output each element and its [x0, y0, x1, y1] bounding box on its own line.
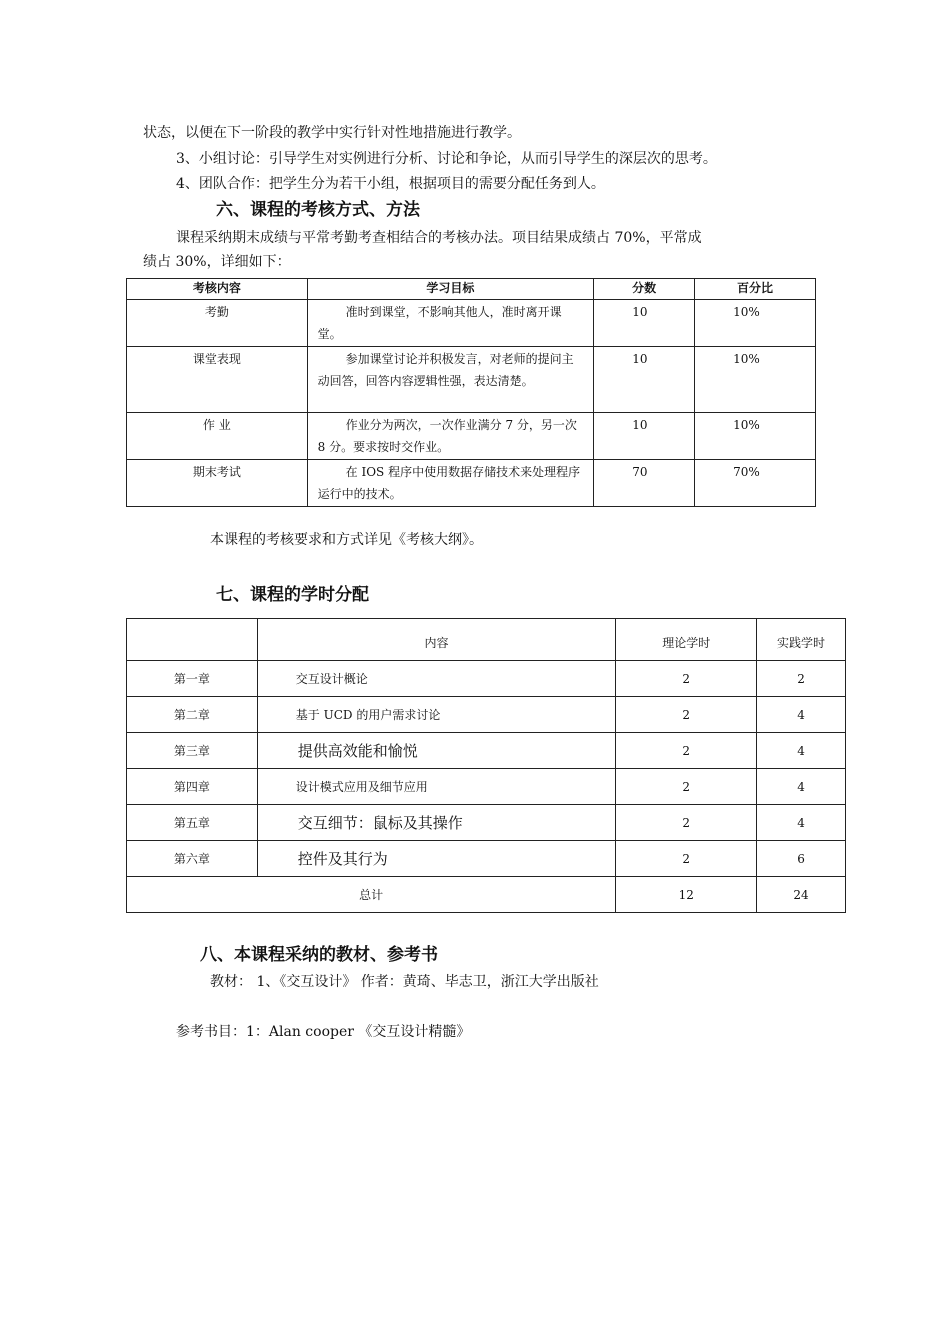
table-row: [127, 733, 846, 769]
cell-theory: 2: [616, 841, 757, 877]
cell-practice: 6: [757, 841, 846, 877]
cell-practice: 4: [757, 769, 846, 805]
assessment-table: [126, 278, 816, 507]
header-theory-hours: 理论学时: [616, 619, 757, 661]
cell-item: 作 业: [127, 413, 308, 460]
table-row: [127, 413, 816, 460]
cell-score: 70: [594, 460, 695, 507]
cell-chapter: 第一章: [127, 661, 258, 697]
cell-content: 基于 UCD 的用户需求讨论: [257, 697, 616, 733]
cell-chapter: 第四章: [127, 769, 258, 805]
cell-theory: 2: [616, 697, 757, 733]
cell-chapter: 第三章: [127, 733, 258, 769]
table-row: [127, 661, 846, 697]
cell-percent: 70%: [695, 460, 816, 507]
cell-goal: 作业分为两次，一次作业满分 7 分，另一次 8 分。要求按时交作业。: [307, 413, 594, 460]
cell-theory: 2: [616, 805, 757, 841]
cell-content: 控件及其行为: [257, 841, 616, 877]
cell-goal: 在 IOS 程序中使用数据存储技术来处理程序运行中的技术。: [307, 460, 594, 507]
paragraph-team-work: 4、团队合作：把学生分为若干小组，根据项目的需要分配任务到人。: [176, 176, 605, 192]
header-content: 内容: [257, 619, 616, 661]
header-percent: 百分比: [695, 279, 816, 300]
section-6-intro-line1: 课程采纳期末成绩与平常考勤考查相结合的考核办法。项目结果成绩占 70%，平常成: [176, 230, 702, 246]
paragraph-continuation: 状态，以便在下一阶段的教学中实行针对性地措施进行教学。: [143, 125, 521, 141]
cell-content: 交互设计概论: [257, 661, 616, 697]
section-6-intro-line2: 绩占 30%，详细如下：: [143, 254, 291, 270]
cell-goal: 参加课堂讨论并积极发言，对老师的提问主动回答，回答内容逻辑性强，表达清楚。: [307, 347, 594, 413]
cell-score: 10: [594, 413, 695, 460]
table-row: [127, 347, 816, 413]
table-row: [127, 460, 816, 507]
cell-item: 期末考试: [127, 460, 308, 507]
cell-score: 10: [594, 300, 695, 347]
header-goal: 学习目标: [307, 279, 594, 300]
cell-total-practice: 24: [757, 877, 846, 913]
section-6-heading: 六、课程的考核方式、方法: [216, 200, 420, 220]
cell-practice: 4: [757, 697, 846, 733]
cell-score: 10: [594, 347, 695, 413]
cell-practice: 4: [757, 805, 846, 841]
cell-percent: 10%: [695, 347, 816, 413]
cell-content: 设计模式应用及细节应用: [257, 769, 616, 805]
cell-theory: 2: [616, 733, 757, 769]
table-row: [127, 841, 846, 877]
cell-practice: 2: [757, 661, 846, 697]
section-8-heading: 八、本课程采纳的教材、参考书: [200, 945, 438, 965]
table-row: [127, 300, 816, 347]
cell-item: 课堂表现: [127, 347, 308, 413]
cell-practice: 4: [757, 733, 846, 769]
cell-content: 交互细节：鼠标及其操作: [257, 805, 616, 841]
cell-total-label: 总计: [127, 877, 616, 913]
header-score: 分数: [594, 279, 695, 300]
cell-chapter: 第六章: [127, 841, 258, 877]
cell-goal: 准时到课堂，不影响其他人，准时离开课堂。: [307, 300, 594, 347]
assessment-note: 本课程的考核要求和方式详见《考核大纲》。: [210, 532, 483, 548]
section-7-heading: 七、课程的学时分配: [216, 585, 369, 605]
cell-total-theory: 12: [616, 877, 757, 913]
cell-percent: 10%: [695, 413, 816, 460]
table-header-row: [127, 619, 846, 661]
cell-theory: 2: [616, 769, 757, 805]
paragraph-group-discussion: 3、小组讨论：引导学生对实例进行分析、讨论和争论，从而引导学生的深层次的思考。: [176, 151, 717, 167]
hours-table: [126, 618, 846, 913]
cell-theory: 2: [616, 661, 757, 697]
table-row: [127, 805, 846, 841]
table-total-row: [127, 877, 846, 913]
reference-line: 参考书目：1：Alan cooper 《交互设计精髓》: [176, 1024, 471, 1040]
table-header-row: [127, 279, 816, 300]
cell-percent: 10%: [695, 300, 816, 347]
header-blank: [127, 619, 258, 661]
textbook-line: 教材： 1、《交互设计》 作者：黄琦、毕志卫，浙江大学出版社: [210, 974, 599, 990]
cell-content: 提供高效能和愉悦: [257, 733, 616, 769]
header-practice-hours: 实践学时: [757, 619, 846, 661]
cell-chapter: 第五章: [127, 805, 258, 841]
cell-chapter: 第二章: [127, 697, 258, 733]
cell-item: 考勤: [127, 300, 308, 347]
table-row: [127, 769, 846, 805]
table-row: [127, 697, 846, 733]
header-item: 考核内容: [127, 279, 308, 300]
